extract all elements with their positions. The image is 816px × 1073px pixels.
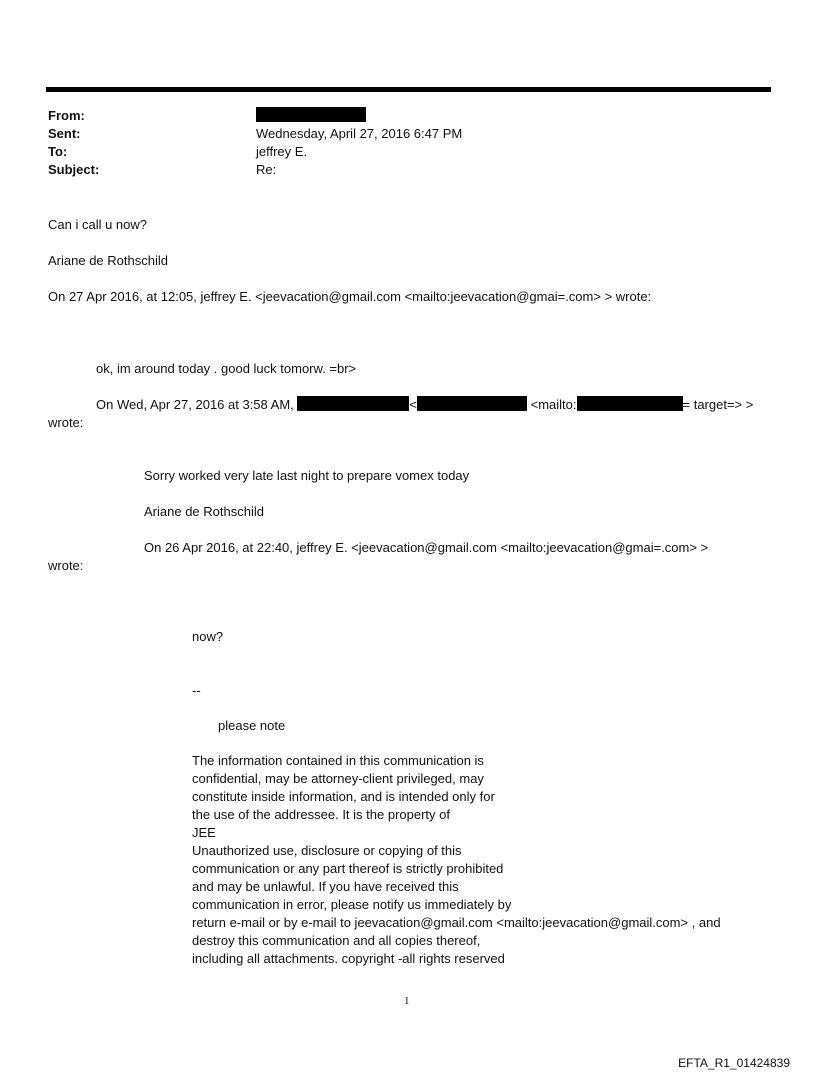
notice-line: confidential, may be attorney-client privileged, may — [192, 771, 484, 786]
notice-line: communication in error, please notify us immediately by — [192, 897, 512, 912]
sent-value: Wednesday, April 27, 2016 6:47 PM — [256, 126, 463, 141]
reply-line: Sorry worked very late last night to prepare vomex today — [144, 468, 470, 483]
notice-line: communication or any part thereof is strictly prohibited — [192, 861, 504, 876]
notice-line: return e-mail or by e-mail to jeevacation@gmail.com <mailto:jeevacation@gmail.com> , and — [192, 915, 721, 930]
page-number: 1 — [404, 995, 410, 1007]
notice-line: the use of the addressee. It is the property of — [192, 807, 450, 822]
redaction — [297, 396, 409, 411]
document-id: EFTA_R1_01424839 — [678, 1056, 790, 1070]
message-line: Can i call u now? — [48, 217, 147, 232]
to-value: jeffrey E. — [256, 144, 308, 159]
notice-line: JEE — [192, 825, 216, 840]
notice-line: The information contained in this communication is — [192, 753, 484, 768]
confidentiality-notice — [192, 752, 721, 968]
from-label: From: — [48, 108, 85, 123]
quote-prefix: On Wed, Apr 27, 2016 at 3:58 AM, — [96, 397, 294, 412]
to-label: To: — [48, 144, 68, 159]
signature: Ariane de Rothschild — [48, 253, 168, 268]
signature: Ariane de Rothschild — [144, 504, 264, 519]
quote-mailto: <mailto: — [530, 397, 577, 412]
subject-value: Re: — [256, 162, 277, 177]
quote-suffix: = target=> > — [682, 397, 754, 412]
quote-header: On 26 Apr 2016, at 22:40, jeffrey E. <jeevacation@gmail.com <mailto:jeevacation@gmai=.com> > — [144, 540, 709, 555]
notice-line: destroy this communication and all copies thereof, — [192, 933, 481, 948]
reply-line: ok, im around today . good luck tomorw. =br> — [96, 361, 357, 376]
redaction — [417, 396, 527, 411]
quote-header-redacted — [96, 396, 753, 414]
wrote-line: wrote: — [48, 558, 84, 573]
notice-line: Unauthorized use, disclosure or copying of this — [192, 843, 462, 858]
signature-separator: -- — [192, 683, 201, 698]
sent-label: Sent: — [48, 126, 81, 141]
notice-line: constitute inside information, and is intended only for — [192, 789, 495, 804]
quote-lt: < — [409, 397, 417, 412]
from-redaction — [256, 107, 366, 125]
reply-line: now? — [192, 629, 224, 644]
header-rule — [46, 87, 771, 92]
wrote-line: wrote: — [48, 415, 84, 430]
redaction — [577, 396, 683, 411]
please-note: please note — [218, 718, 286, 733]
notice-line: and may be unlawful. If you have received this — [192, 879, 459, 894]
notice-line: including all attachments. copyright -all rights reserved — [192, 951, 505, 966]
quote-header: On 27 Apr 2016, at 12:05, jeffrey E. <jeevacation@gmail.com <mailto:jeevacation@gmai=.com> > wrote: — [48, 289, 652, 304]
subject-label: Subject: — [48, 162, 100, 177]
